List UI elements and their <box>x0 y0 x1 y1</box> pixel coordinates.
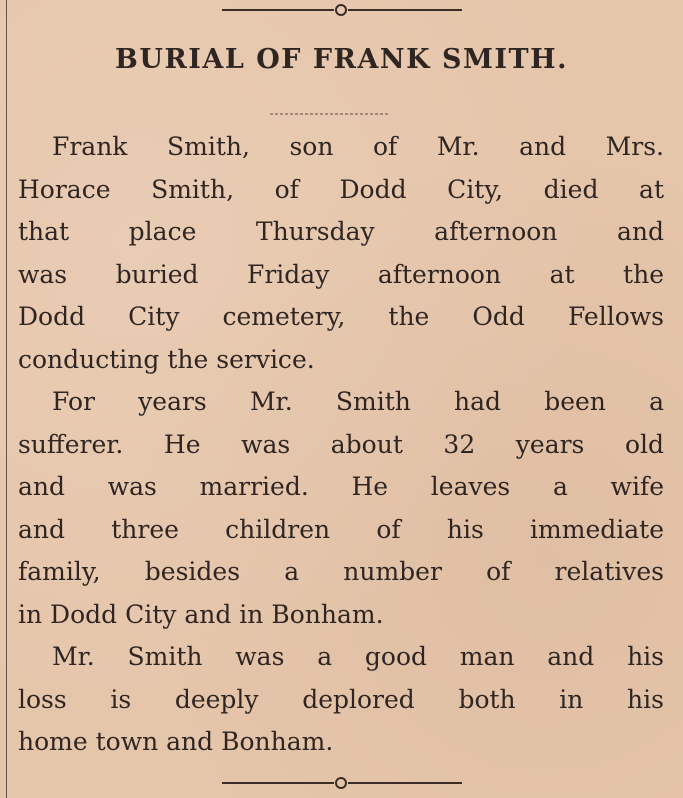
paragraph-1-line-6: conducting the service. <box>18 344 315 374</box>
paragraph-2-line-3: and was married. He leaves a wife <box>18 472 664 501</box>
bottom-ornament-rule <box>0 775 683 791</box>
paragraph-1-line-2: Horace Smith, of Dodd City, died at <box>18 174 664 204</box>
top-ornament-rule <box>0 2 683 18</box>
paragraph-3-line-3: home town and Bonham. <box>18 727 334 756</box>
paragraph-2-line-5: family, besides a number of relatives <box>18 557 664 586</box>
paragraph-3-line-2: loss is deeply deplored both in his <box>18 684 664 714</box>
article-body <box>18 126 664 764</box>
paragraph-3-line-1: Mr. Smith was a good man and his <box>52 642 664 671</box>
paragraph-1-line-3: that place Thursday afternoon and <box>18 217 664 246</box>
paragraph-1-line-1: Frank Smith, son of Mr. and Mrs. <box>52 132 664 161</box>
headline-divider <box>0 104 683 110</box>
paragraph-2-line-6: in Dodd City and in Bonham. <box>18 599 384 629</box>
ornament-graphic <box>0 775 683 791</box>
paragraph-2-line-1: For years Mr. Smith had been a <box>52 387 664 416</box>
paragraph-2-line-4: and three children of his immediate <box>18 514 664 544</box>
article-headline: BURIAL OF FRANK SMITH. <box>115 44 568 75</box>
paragraph-1-line-5: Dodd City cemetery, the Odd Fellows <box>18 302 664 331</box>
column-rule <box>6 0 7 798</box>
paragraph-1-line-4: was buried Friday afternoon at the <box>18 259 664 289</box>
ornament-graphic <box>0 2 683 18</box>
paragraph-2-line-2: sufferer. He was about 32 years old <box>18 429 664 459</box>
